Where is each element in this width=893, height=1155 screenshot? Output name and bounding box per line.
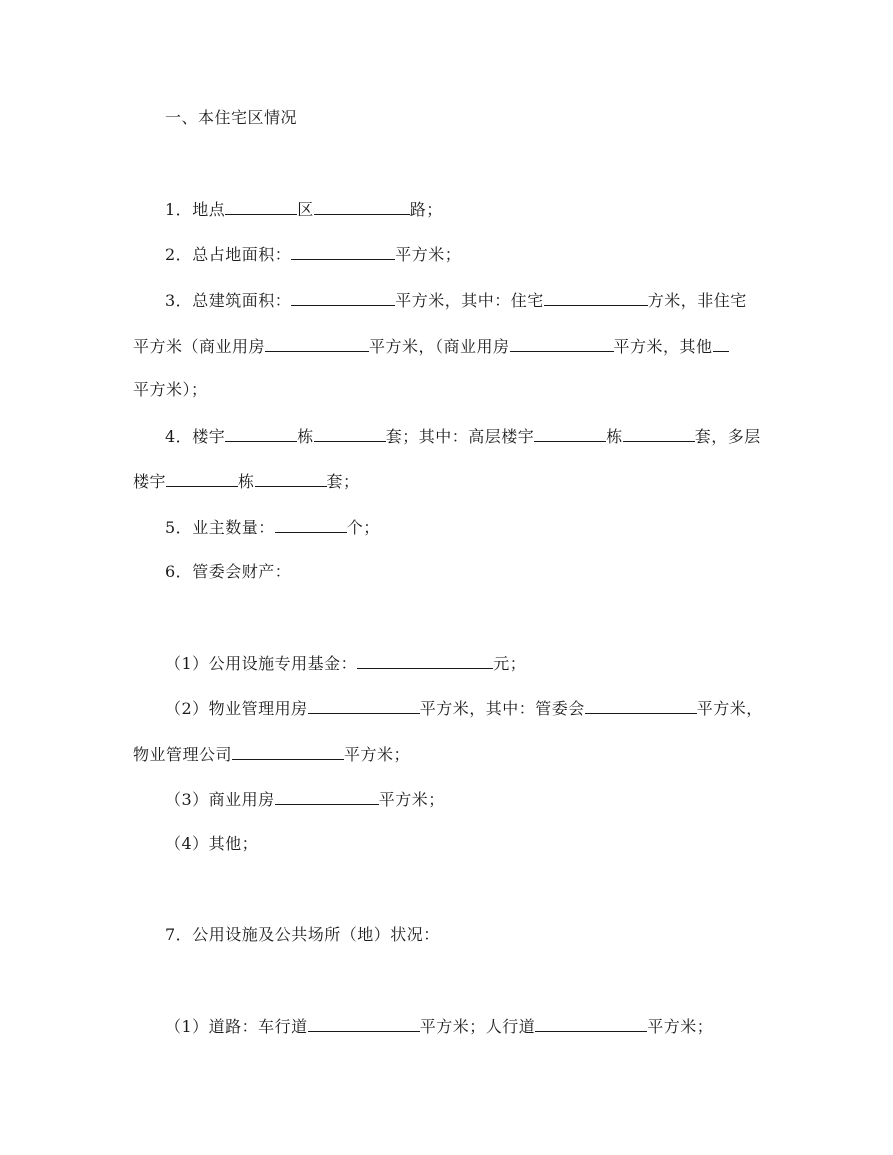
item-number: 1．: [165, 200, 193, 219]
district-field[interactable]: [225, 199, 297, 215]
label-unit: 平方米；: [395, 245, 462, 264]
label-ge: 个；: [346, 518, 380, 537]
label-residential: 平方米，其中：住宅: [395, 291, 544, 310]
commercial-area-field[interactable]: [275, 789, 379, 805]
label-unit: 平方米；: [344, 745, 411, 764]
label-other: （4）其他；: [165, 834, 259, 853]
label-unit-close: 平方米）；: [133, 380, 208, 399]
subitem-management-premises-line2: [133, 744, 410, 764]
label-management-company: 物业管理公司: [133, 745, 233, 764]
public-fund-field[interactable]: [357, 653, 493, 669]
label-unit: 平方米；: [647, 1017, 714, 1036]
item-total-land-area: [165, 244, 461, 264]
item-owner-count: [165, 517, 380, 537]
item-number: 4．: [165, 427, 193, 446]
subitem-management-premises: [165, 698, 763, 718]
item-buildings-line2: [133, 471, 360, 491]
label-other: 平方米，其他: [613, 337, 713, 356]
label-unit: 平方米，: [696, 699, 763, 718]
subitem-roads: [165, 1016, 713, 1036]
total-building-area-field[interactable]: [291, 290, 395, 306]
label-district: 区: [297, 200, 314, 219]
residential-area-field[interactable]: [544, 290, 648, 306]
label-sidewalk: 平方米；人行道: [419, 1017, 536, 1036]
item-number: 2．: [165, 245, 193, 264]
label-total-building-area: 总建筑面积：: [192, 291, 292, 310]
label-buildings: 楼宇: [133, 472, 167, 491]
subitem-commercial: [165, 789, 445, 809]
label-tao: 套；: [326, 472, 360, 491]
label-unit: 平方米；: [378, 790, 445, 809]
section-heading-text: 一、本住宅区情况: [165, 108, 298, 127]
item-total-building-area: [165, 290, 747, 310]
item-committee-property: [165, 562, 291, 582]
total-land-area-field[interactable]: [291, 244, 395, 260]
multi-storey-unit-field[interactable]: [255, 471, 327, 487]
management-premises-field[interactable]: [308, 698, 420, 714]
owner-count-field[interactable]: [275, 517, 347, 533]
high-rise-building-field[interactable]: [534, 426, 606, 442]
item-number: 5．: [165, 518, 193, 537]
label-high-rise: 套；其中：高层楼宇: [385, 427, 535, 446]
subitem-other: [165, 834, 258, 854]
item-number: 3．: [165, 291, 193, 310]
commercial-area-field-1[interactable]: [265, 336, 369, 352]
sidewalk-area-field[interactable]: [535, 1016, 647, 1032]
management-company-area-field[interactable]: [232, 744, 344, 760]
label-commercial: （3）商业用房: [165, 790, 275, 809]
label-management-premises: （2）物业管理用房: [165, 699, 308, 718]
committee-area-field[interactable]: [585, 698, 697, 714]
label-owner-count: 业主数量：: [192, 518, 275, 537]
label-non-residential: 方米，非住宅: [647, 291, 747, 310]
item-total-building-area-line3: [133, 380, 208, 400]
label-committee: 平方米，其中：管委会: [419, 699, 585, 718]
label-dong: 栋: [606, 427, 623, 446]
road-field[interactable]: [314, 199, 410, 215]
other-area-field[interactable]: [713, 336, 729, 352]
section-heading: [165, 108, 297, 128]
building-count-field[interactable]: [225, 426, 297, 442]
label-road: 路；: [409, 200, 443, 219]
label-multi-storey: 套，多层: [694, 427, 761, 446]
item-buildings: [165, 426, 761, 446]
item-total-building-area-line2: [133, 336, 729, 356]
unit-count-field[interactable]: [314, 426, 386, 442]
subitem-fund: [165, 653, 526, 673]
label-yuan: 元；: [493, 654, 527, 673]
label-dong: 栋: [297, 427, 314, 446]
multi-storey-building-field[interactable]: [166, 471, 238, 487]
label-dong: 栋: [238, 472, 255, 491]
label-total-land-area: 总占地面积：: [192, 245, 292, 264]
item-public-facilities: [165, 925, 440, 945]
label-committee-property: 管委会财产：: [192, 562, 292, 581]
item-location: [165, 199, 443, 219]
label-location: 地点: [192, 200, 226, 219]
label-public-fund: （1）公用设施专用基金：: [165, 654, 358, 673]
label-commercial-2: 平方米，（商业用房: [369, 337, 510, 356]
roadway-area-field[interactable]: [308, 1016, 420, 1032]
label-public-facilities: 公用设施及公共场所（地）状况：: [192, 925, 440, 944]
commercial-area-field-2[interactable]: [510, 336, 614, 352]
item-number: 6．: [165, 562, 193, 581]
item-number: 7．: [165, 925, 193, 944]
label-commercial-1: 平方米（商业用房: [133, 337, 266, 356]
label-buildings: 楼宇: [192, 427, 226, 446]
label-roadway: （1）道路：车行道: [165, 1017, 308, 1036]
high-rise-unit-field[interactable]: [623, 426, 695, 442]
